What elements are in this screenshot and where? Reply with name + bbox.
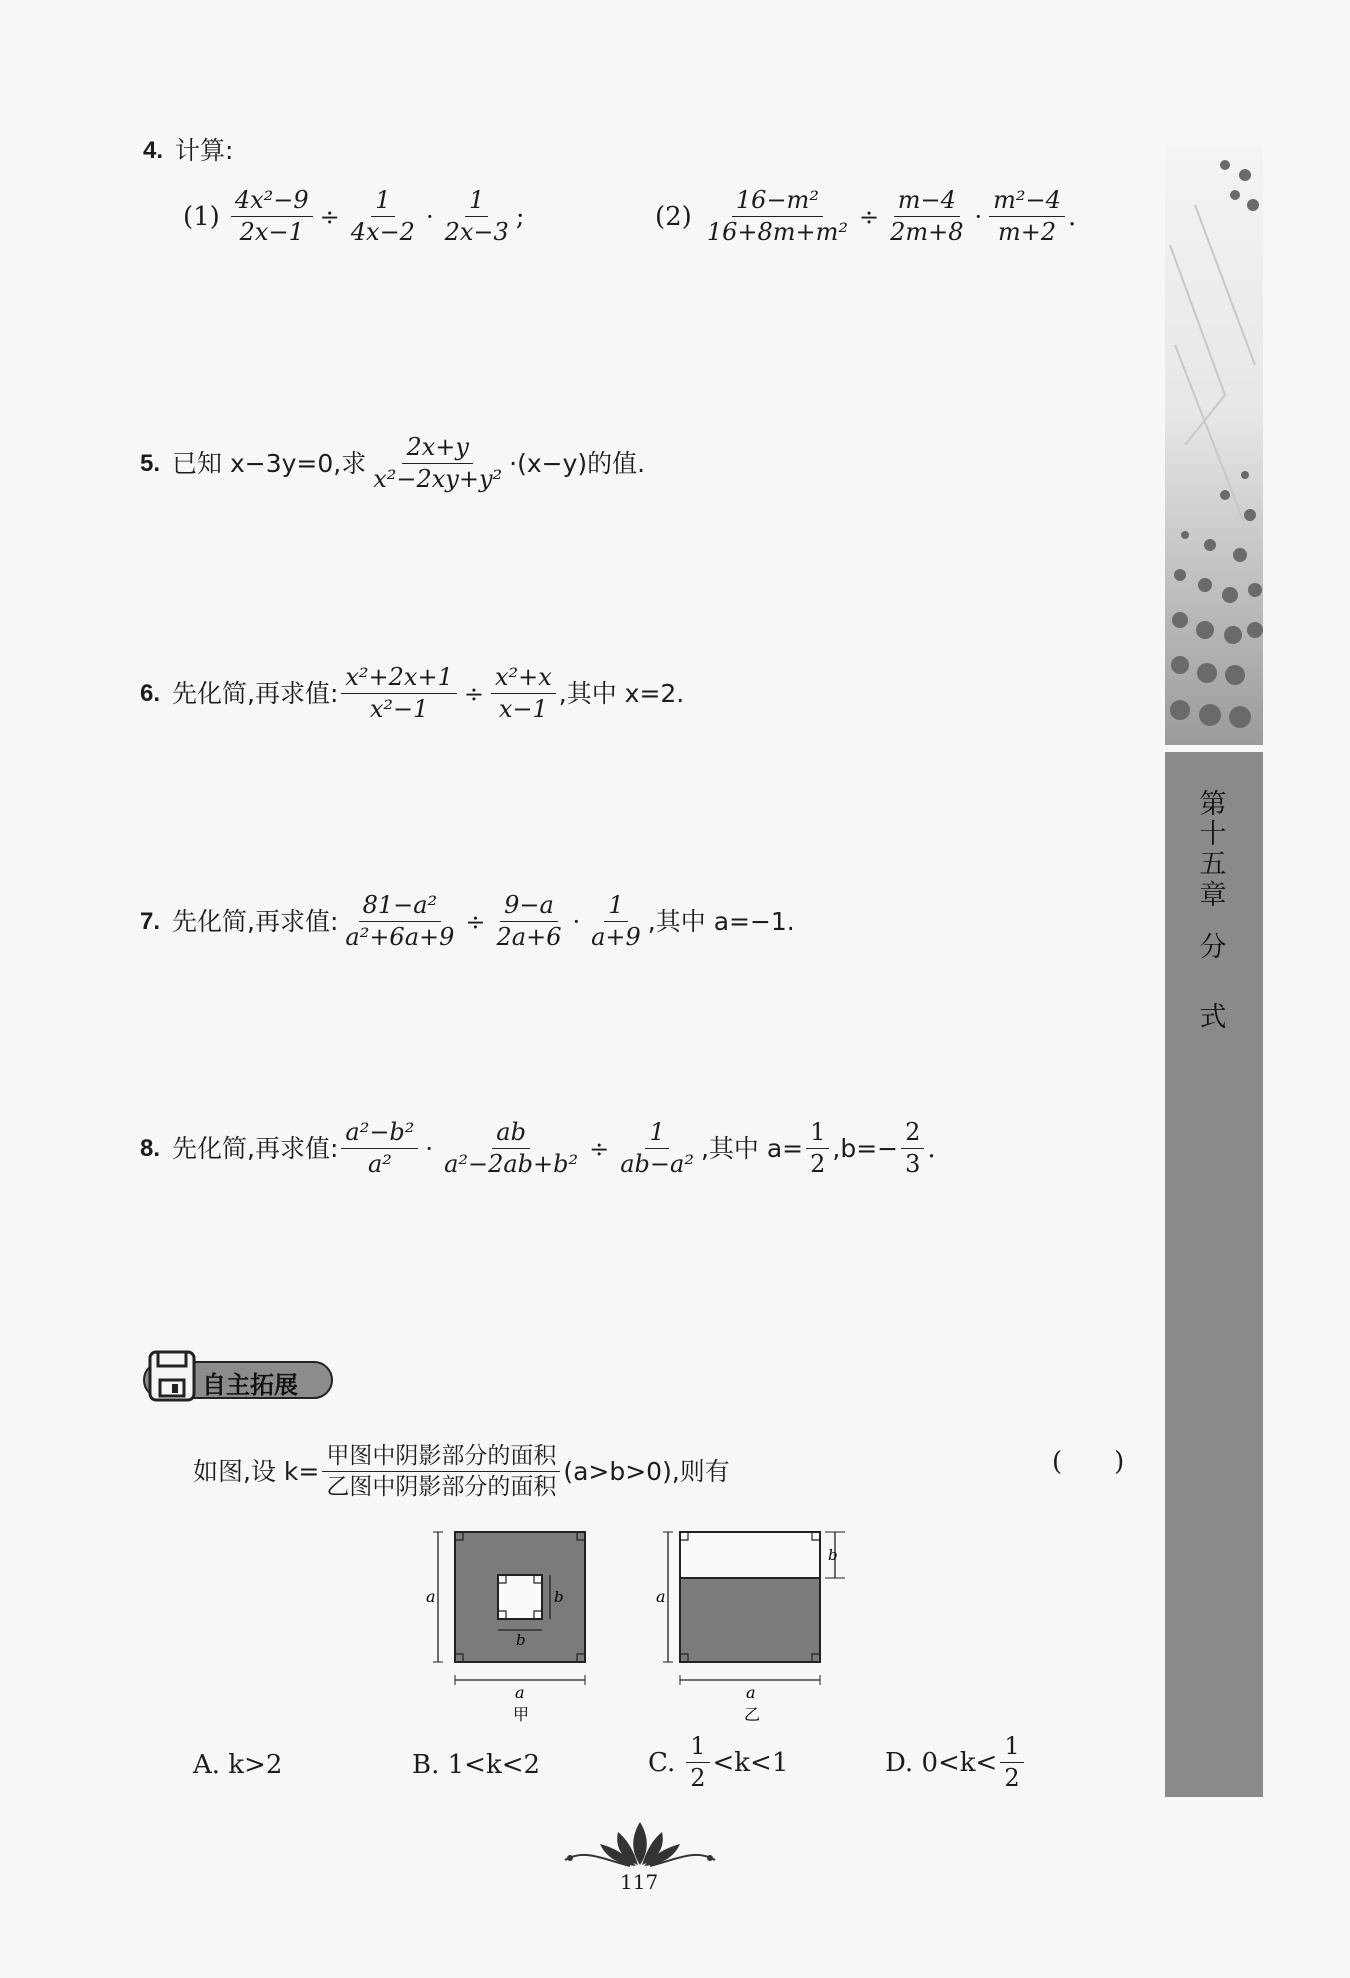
question-4-header: 4. 计算: (143, 136, 234, 165)
svg-text:b: b (516, 1631, 526, 1649)
question-9: 如图,设 k= $\frac{\text{甲图中阴影部分的面积}}{\text{乙图中阴影部分的面积}}$ (a>b>0),则有 (193, 1443, 730, 1501)
fraction: $\frac{1}{2}$ (1000, 1734, 1023, 1791)
question-5: 5. 已知 x−3y=0,求 $\frac{2x+y}{\text{x²−2xy+y²}}$ ·(x−y)的值. (140, 433, 646, 494)
fraction: $\frac{1}{\text{ab−a²}}$ (620, 1118, 694, 1179)
fraction: $\frac{1}{2x-3}$ (444, 186, 509, 247)
fraction: $\frac{ab}{\text{a²−2ab+b²}}$ (444, 1118, 579, 1179)
sidebar-decoration (1165, 145, 1263, 745)
fraction: $\frac{\text{x²+x}}{x-1}$ (491, 665, 556, 722)
fraction: $\frac{1}{2}$ (806, 1120, 829, 1177)
section-badge (140, 1350, 336, 1406)
choice-d[interactable]: D. 0<k< $\frac{1}{2}$ (885, 1734, 1027, 1791)
svg-text:a: a (656, 1587, 666, 1606)
section-title: 自主拓展 (202, 1371, 298, 1399)
fraction: $\frac{m-4}{2m+8}$ (890, 186, 964, 247)
fraction: $\frac{\text{m²−4}}{m+2}$ (989, 188, 1065, 245)
question-6: 6. 先化简,再求值: $\frac{\text{x²+2x+1}}{\text{x²−1}}$ ÷ $\frac{\text{x²+x}}{x-1}$ ,其中 x=2. (140, 663, 685, 724)
fraction: $\frac{\text{16−m²}}{\text{16+8m+m²}}$ (706, 186, 849, 247)
svg-text:b: b (554, 1588, 564, 1606)
svg-text:a: a (515, 1683, 525, 1702)
fraction: $\frac{\text{a²−b²}}{\text{a²}}$ (341, 1120, 418, 1177)
fraction: $\frac{2x+y}{\text{x²−2xy+y²}}$ (373, 433, 503, 494)
question-8: 8. 先化简,再求值: $\frac{\text{a²−b²}}{\text{a²}}$ · $\frac{ab}{\text{a²−2ab+b²}}$ ÷ $\frac{1}{\text{ab−a²}}$ ,其中 a= $\frac{1}{2}$ ,b=− $\frac{2}{3}$ . (140, 1118, 936, 1179)
svg-text:乙: 乙 (744, 1705, 761, 1724)
figure-yi (656, 1520, 860, 1724)
fraction: $\frac{1}{2}$ (686, 1734, 709, 1791)
fraction: $\frac{\text{4x²−9}}{2x-1}$ (231, 188, 313, 245)
question-7: 7. 先化简,再求值: $\frac{\text{81−a²}}{\text{a²+6a+9}}$ ÷ $\frac{9-a}{2a+6}$ · $\frac{1}{a+9}$ ,其中 a=−1. (140, 891, 795, 952)
choice-b[interactable]: B. 1<k<2 (412, 1750, 541, 1780)
svg-text:a: a (746, 1683, 756, 1702)
choice-c[interactable]: C. $\frac{1}{2}$ <k<1 (648, 1732, 789, 1793)
answer-bracket: ( ) (1052, 1447, 1125, 1477)
fraction: $\frac{\text{甲图中阴影部分的面积}}{\text{乙图中阴影部分的面积}}$ (322, 1444, 560, 1499)
question-4-part-1: (1) $\frac{\text{4x²−9}}{2x-1}$ ÷ $\frac{1}{4x-2}$ · $\frac{1}{2x-3}$ ; (183, 186, 525, 247)
fraction: $\frac{\text{81−a²}}{\text{a²+6a+9}}$ (345, 891, 455, 952)
svg-text:甲: 甲 (513, 1705, 530, 1724)
question-4-part-2: (2) $\frac{\text{16−m²}}{\text{16+8m+m²}}$ ÷ $\frac{m-4}{2m+8}$ · $\frac{\text{m²−4}}{m+2}$ . (655, 186, 1077, 247)
choice-a[interactable]: A. k>2 (193, 1750, 283, 1780)
fraction: $\frac{9-a}{2a+6}$ (496, 891, 562, 952)
floral-ornament-icon (560, 1820, 720, 1870)
fraction: $\frac{2}{3}$ (901, 1120, 924, 1177)
chapter-title: 第 十 五 章 分 式 (1199, 789, 1227, 1034)
svg-text:b: b (828, 1546, 838, 1564)
svg-text:a: a (426, 1587, 436, 1606)
fraction: $\frac{1}{a+9}$ (591, 891, 641, 952)
fraction: $\frac{1}{4x-2}$ (350, 186, 415, 247)
halftone-pattern (1165, 145, 1263, 745)
figure-jia (420, 1520, 610, 1724)
fraction: $\frac{\text{x²+2x+1}}{\text{x²−1}}$ (341, 665, 456, 722)
page-number: 117 (620, 1870, 659, 1894)
